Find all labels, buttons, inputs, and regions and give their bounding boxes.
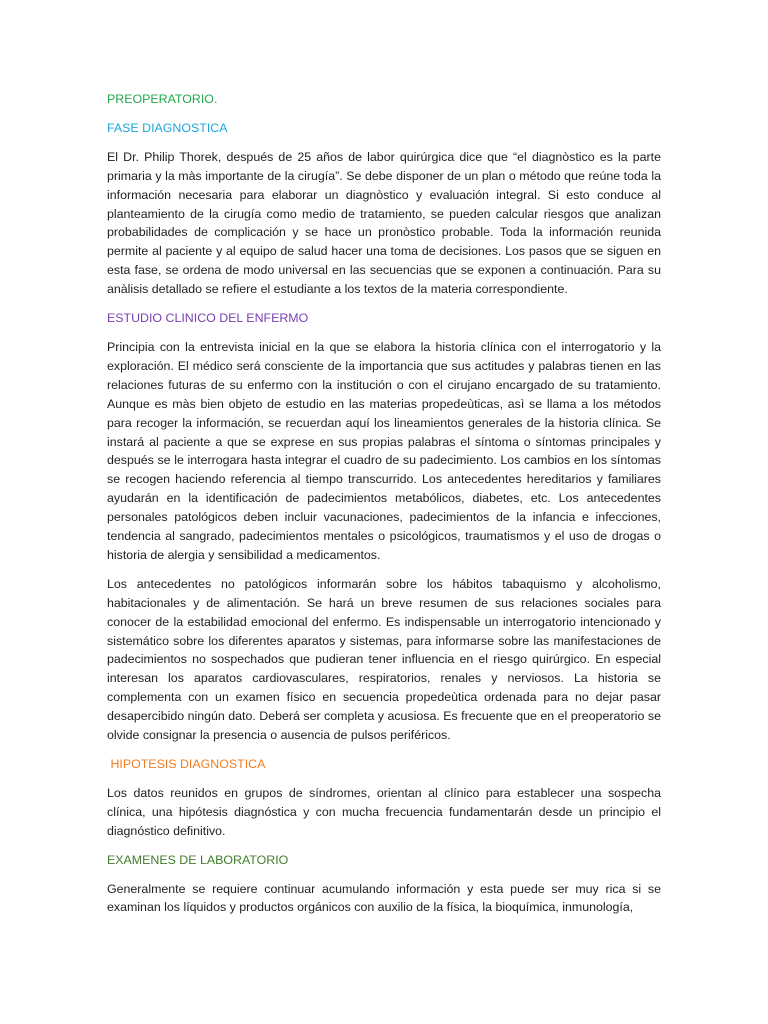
heading-hipotesis-diagnostica: HIPOTESIS DIAGNOSTICA: [107, 757, 266, 771]
heading-estudio-clinico: ESTUDIO CLINICO DEL ENFERMO: [107, 311, 309, 326]
paragraph-examenes: Generalmente se requiere continuar acumulando información y esta puede ser muy rica si se examinan los líquidos y productos orgánicos con auxilio de la física, la bioquímica, inmunología,: [107, 881, 661, 915]
document-body: [107, 90, 661, 927]
paragraph-hipotesis: Los datos reunidos en grupos de síndromes, orientan al clínico para establecer una sospecha clínica, una hipótesis diagnóstica y con mucha frecuencia fundamentarán desde un principio el diagnóstico definitivo.: [107, 785, 661, 838]
heading-preoperatorio: PREOPERATORIO.: [107, 92, 218, 106]
heading-examenes-laboratorio: EXAMENES DE LABORATORIO: [107, 852, 289, 867]
paragraph-estudio-clinico: Principia con la entrevista inicial en la que se elabora la historia clínica con el interrogatorio y la exploración. El médico será consciente de la importancia que sus actitudes y palabras tienen en las relaciones futuras de su enfermo con la institución o con el cirujano encargado de su tratamiento. Aunque es màs bien objeto de estudio en las materias propedeùticas, asì se llama a los métodos para recoger la información, se recuerdan aquí los lineamientos generales de la historia clínica. Se instará al paciente a que se exprese en sus propias palabras el síntoma o síntomas principales y después se le interrogara hasta integrar el cuadro de su padecimiento. Los cambios en los síntomas se recogen haciendo referencia al tiempo transcurrido. Los antecedentes hereditarios y familiares ayudarán en la identificación de padecimientos metabólicos, diabetes, etc. Los antecedentes personales patológicos deben incluir vacunaciones, padecimientos de la infancia e infecciones, tendencia al sangrado, padecimientos mentales o psicológicos, traumatismos y el uso de drogas o historia de alergia y sensibilidad a medicamentos.: [107, 339, 661, 562]
heading-fase-diagnostica: FASE DIAGNOSTICA: [107, 120, 228, 135]
paragraph-fase-diagnostica: El Dr. Philip Thorek, después de 25 años de labor quirúrgica dice que “el diagnòstico es la parte primaria y la màs importante de la cirugía”. Se debe disponer de un plan o método que reúne toda la información necesaria para elaborar un diagnòstico y evaluación integral. Si esto conduce al planteamiento de la cirugía como medio de tratamiento, se pueden calcular riesgos que analizan probabilidades de complicación y se hace un pronòstico probable. Toda la información reunida permite al paciente y al equipo de salud hacer una toma de decisiones. Los pasos que se siguen en esta fase, se ordena de modo universal en las secuencias que se exponen a continuación. Para su anàlisis detallado se refiere el estudiante a los textos de la materia correspondiente.: [107, 149, 661, 297]
paragraph-antecedentes: Los antecedentes no patológicos informarán sobre los hábitos tabaquismo y alcoholismo, habitacionales y de alimentación. Se hará un breve resumen de sus relaciones sociales para conocer de la estabilidad emocional del enfermo. Es indispensable un interrogatorio intencionado y sistemático sobre los diferentes aparatos y sistemas, para informarse sobre las manifestaciones de padecimientos no sospechados que pudieran tener influencia en el riesgo quirúrgico. En especial interesan los aparatos cardiovasculares, respiratorios, renales y nerviosos. La historia se complementa con un examen físico en secuencia propedeùtica ordenada para no dejar pasar desapercibido ningún dato. Deberá ser completa y acusiosa. Es frecuente que en el preoperatorio se olvide consignar la presencia o ausencia de pulsos periféricos.: [107, 576, 661, 743]
